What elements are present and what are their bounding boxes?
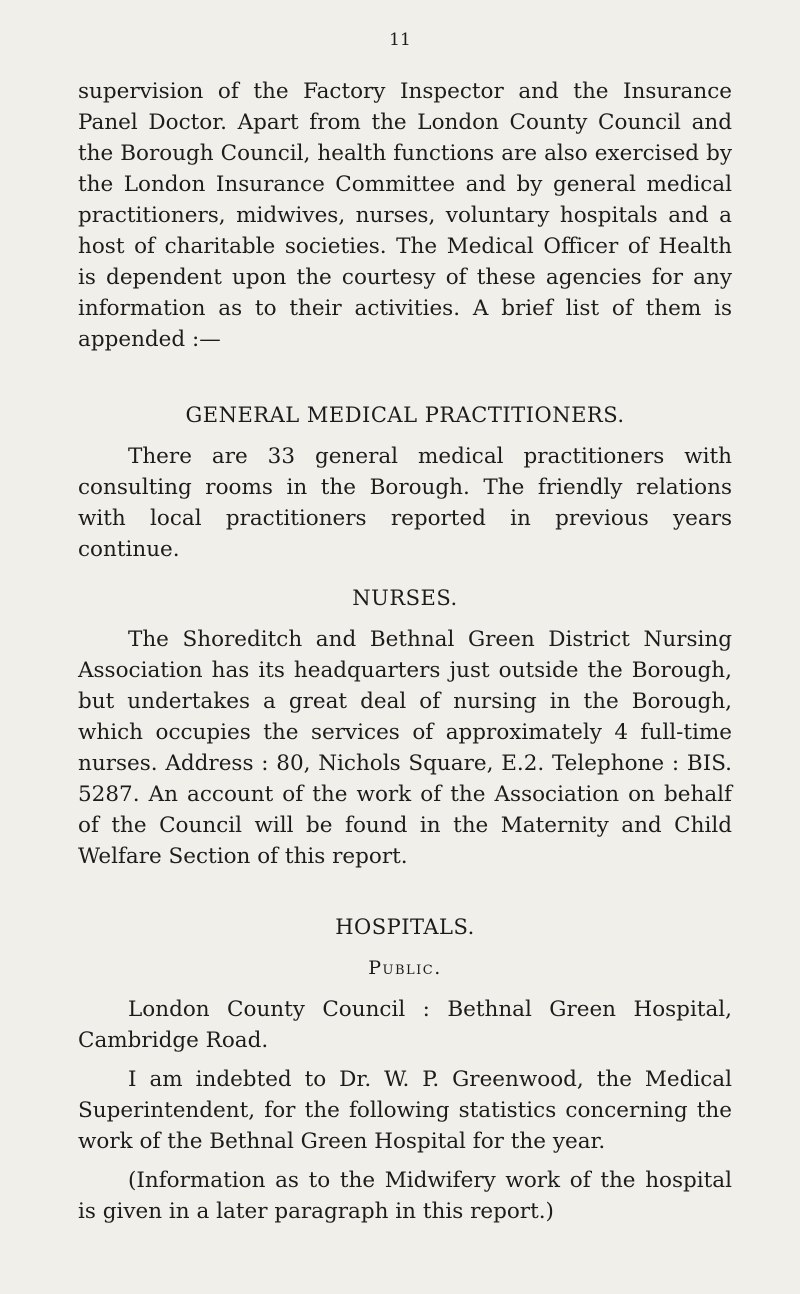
section-heading-general-medical-practitioners: GENERAL MEDICAL PRACTITIONERS. <box>185 403 625 427</box>
hospitals-paragraph-greenwood: I am indebted to Dr. W. P. Greenwood, the Medical Superintendent, for the following statistics concerning the work of the Bethnal Green Hospital for the year. <box>78 1067 732 1154</box>
subheading-public: Public. <box>368 957 442 979</box>
page-content <box>78 76 732 1227</box>
hospitals-paragraph-midwifery-note: (Information as to the Midwifery work of the hospital is given in a later paragraph in this report.) <box>78 1168 732 1224</box>
general-medical-practitioners-paragraph: There are 33 general medical practitioners with consulting rooms in the Borough. The friendly relations with local practitioners reported in previous years continue. <box>78 444 732 562</box>
intro-paragraph: supervision of the Factory Inspector and the Insurance Panel Doctor. Apart from the London County Council and the Borough Council, health functions are also exercised by the London Insurance Committee and by general medical practitioners, midwives, nurses, voluntary hospitals and a host of charitable societies. The Medical Officer of Health is dependent upon the courtesy of these agencies for any information as to their activities. A brief list of them is appended :— <box>78 79 732 352</box>
hospitals-paragraph-lcc: London County Council : Bethnal Green Hospital, Cambridge Road. <box>78 997 732 1053</box>
nurses-paragraph: The Shoreditch and Bethnal Green District Nursing Association has its headquarters just outside the Borough, but undertakes a great deal of nursing in the Borough, which occupies the services of approximately 4 full-time nurses. Address : 80, Nichols Square, E.2. Telephone : BIS. 5287. An account of the work of the Association on behalf of the Council will be found in the Maternity and Child Welfare Section of this report. <box>78 627 732 869</box>
section-heading-hospitals: HOSPITALS. <box>335 915 475 939</box>
page-number: 11 <box>389 30 411 50</box>
section-heading-nurses: NURSES. <box>352 586 458 610</box>
